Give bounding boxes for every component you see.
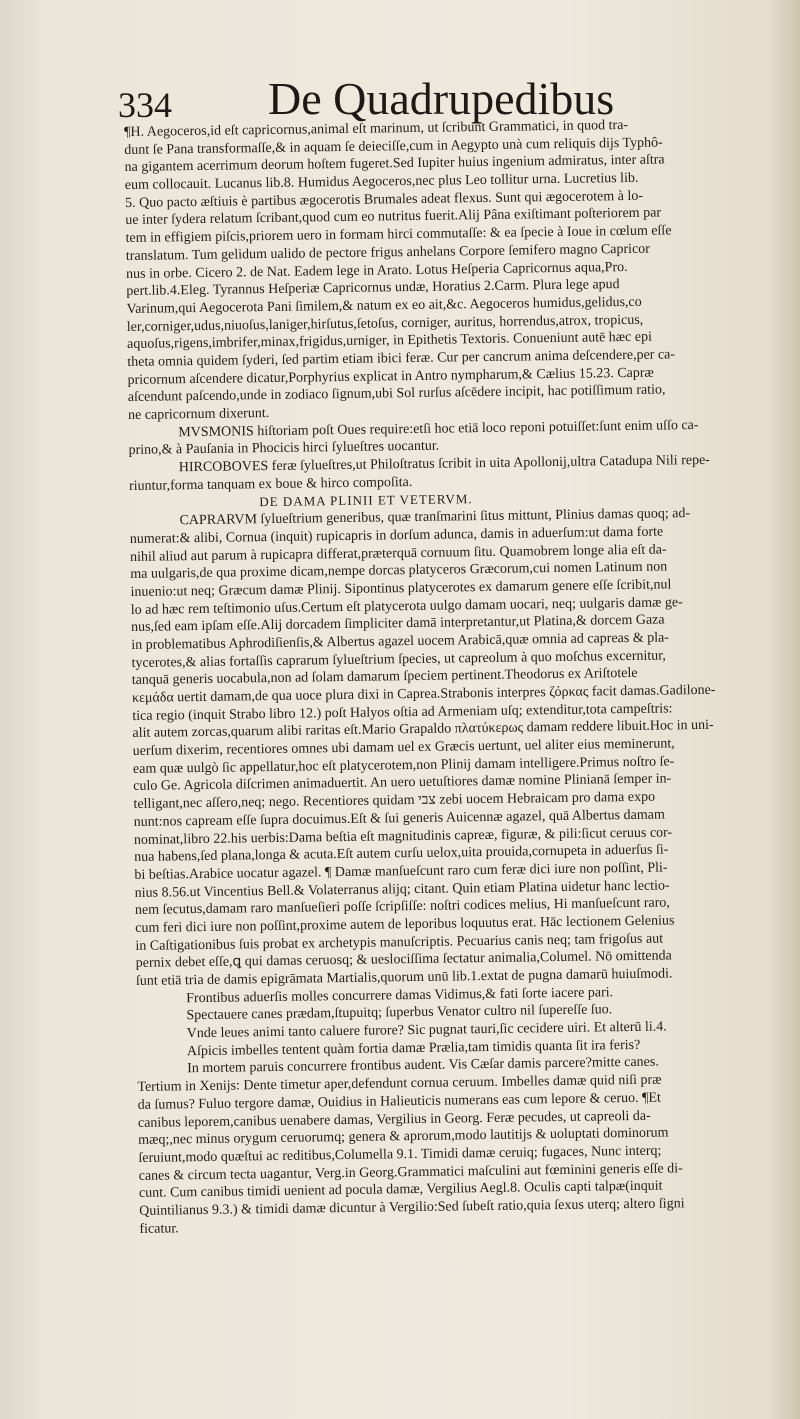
body-text [124, 115, 799, 1238]
text-line: numerat:& alibi, Cornua (inquit) rupicapris in dorſum adunca, damis in aduerſum:ut dama forte [129, 524, 664, 547]
text-line: HIRCOBOVES feræ ſylueſtres,ut Philoſtratus ſcribit in uita Apollonij,ultra Catadupa Nili repe- [178, 452, 711, 476]
text-line: ler,corniger,udus,niuoſus,laniger,hirſutus,ſetoſus, corniger, auritus, horrendus,atrox, tropicus, [126, 312, 644, 335]
text-line: cum feri dici iure non poſſint,proxime autem de leporibus loquutus erat. Hāc lectionem Gelenius [135, 913, 675, 936]
text-line: ficatur. [139, 1220, 179, 1237]
text-line: nua habens,ſed plana,longa & acuta.Eſt autem curſu uelox,uita prouida,cornupeta in aduerſus ſi- [134, 842, 669, 866]
text-line: in Caſtigationibus ſuis probat ex archetypis manuſcriptis. Pecuarius canis neq; tam frigoſus aut [135, 931, 664, 954]
text-line: nus,ſed eam ipſam eſſe.Alij dorcadem ſimpliciter damā interpretantur,ut Platina,& dorcem Gaza [130, 612, 665, 636]
text-line: CAPRARVM ſylueſtrium generibus, quæ tranſmarini ſitus mittunt, Plinius damas quoq; ad- [179, 506, 691, 529]
text-line: nem ſecutus,damam raro manſueſieri poſſe ſcripſiſſe: noſtri codices melius, Hi manſueſcunt raro, [134, 895, 670, 919]
text-line: uerſum dixerim, recentiores omnes ubi damam uel ex Græcis uertunt, uel aliter eius meminerunt, [132, 736, 675, 760]
text-line: pricornum aſcendere dicatur,Porphyrius explicat in Antro nympharum,& Cælius 15.23. Capræ [127, 365, 654, 388]
text-line: nius 8.56.ut Vincentius Bell.& Volaterranus alijq; citant. Quin etiam Platina uidetur hanc lectio- [134, 878, 670, 901]
text-line: nunt:nos capream eſſe ſupra docuimus.Eſt & ſui generis Auicennæ agazel, quā Albertus damam [133, 807, 665, 830]
text-line: riuntur,forma tanquam ex boue & hirco compoſita. [128, 474, 413, 494]
text-line: lo ad hæc rem teſtimonio uſus.Certum eſt platycerota uulgo damam uocari, neq; uulgaris damæ ge- [130, 594, 683, 618]
page-number: 334 [118, 85, 172, 125]
text-line: κεμάδα uertit damam,de qua uoce plura dixi in Caprea.Strabonis interpres ζόρκας facit damas.Gadilone- [131, 682, 716, 706]
text-line: nominat,libro 22.his uerbis:Dama beſtia eſt magnitudinis capreæ, figuræ, & pili:ſicut ceruus cor- [133, 824, 673, 848]
text-line: aquoſus,rigens,imbrifer,minax,frigidus,urniger, in Epithetis Textoris. Conueniunt autē hæc epi [126, 329, 653, 353]
text-line: cunt. Cum canibus timidi uenient ad pocula damæ, Vergilius Aegl.8. Oculis capti talpæ(inquit [138, 1178, 663, 1202]
text-line: da ſumus? Fuluo tergore damæ, Ouidius in Halieuticis numerans eas cum lepore & ceruo. ¶Et [137, 1090, 661, 1113]
text-line: pert.lib.4.Eleg. Tyrannus Heſperiæ Capricornus undæ, Horatius 2.Carm. Plura lege apud [126, 277, 620, 300]
text-line: inuenio:ut neq; Græcum damæ Plinij. Sipontinus platycerotes ex damarum genere eſſe ſcribit,nul [130, 577, 672, 600]
text-line: culo Ge. Agricola diſcrimen animaduertit. An uero uetuſtiores damæ nomine Plinianā ſemper in- [133, 771, 672, 795]
text-line: in problematibus Aphrodiſienſis,& Albertus agazel uocem Arabicā,quæ omnia ad capreas & pla- [131, 630, 670, 653]
text-line: Varinum,qui Aegocerota Pani ſimilem,& natum ex eo ait,&c. Aegoceros humidus,gelidus,co [126, 294, 642, 317]
text-line: tica regio (inquit Strabo libro 12.) poſt Halyos oſtia ad Armeniam uſq; extenditur,tota campeſtris: [132, 701, 673, 724]
text-line: ſeruiunt,modo quæſtui ac reditibus,Columella 9.1. Timidi damæ ceruiq; fugaces, Nunc interq; [138, 1143, 662, 1166]
text-line: ue inter ſydera relatum ſcribant,quod cum eo nutritus fuerit.Alij Pâna exiſtimant poſteriorem par [125, 205, 662, 229]
text-line: ma uulgaris,de qua proxime dicam,nempe dorcas platyceros Græcorum,cui nomen Latinum non [130, 559, 668, 583]
text-line: tem in effigiem piſcis,priorem uero in formam hirci commutaſſe: & ea ſpecie à Ioue in cœlum eſſe [125, 223, 672, 247]
text-line: mæq;,nec minus orygum ceruorumq; genera & aprorum,modo lautitijs & uoluptati dominorum [138, 1125, 669, 1149]
text-line: eum collocauit. Lucanus lib.8. Humidus Aegoceros,nec plus Leo tollitur urna. Lucretius lib. [124, 170, 639, 194]
text-line: translatum. Tum gelidum ualido de pectore frigus anhelans Corpore ſemifero magno Capricor [125, 241, 651, 264]
text-line: aſcendunt paſcendo,unde in zodiaco ſignum,ubi Sol rurſus aſcēdere incipit, hac potiſſimum ratio, [127, 382, 666, 406]
text-line: prino,& à Pauſania in Phocicis hirci ſylueſtres uocantur. [128, 439, 440, 459]
text-line: Aſpicis imbelles tentent quàm fortia damæ Prælia,tam timidis quanta ſit ira feris? [186, 1037, 641, 1059]
text-line: ¶H. Aegoceros,id eſt capricornus,animal eſt marinum, ut ſcribunt Grammatici, in quod tra- [124, 117, 629, 140]
text-line: Tertium in Xenijs: Dente timetur aper,defendunt cornua ceruum. Imbelles damæ quid niſi præ [137, 1072, 662, 1096]
text-line: tanquā generis uocabula,non ad ſolam damarum ſpeciem pertinent.Theodorus ex Ariſtotele [131, 666, 638, 689]
text-line: na gigantem acerrimum deorum hoſtem fugeret.Sed Iupiter huius ingenium admiratus, inter aſtra [124, 152, 665, 176]
text-line: Vnde leues animi tanto caluere furore? Sic pugnat tauri,ſic cecidere uiri. Et alterū li.4. [186, 1019, 667, 1042]
text-line: In mortem paruis concurrere frontibus audent. Vis Cæſar damis parcere?mitte canes. [187, 1055, 659, 1077]
text-line: ne capricornum dixerunt. [127, 406, 270, 423]
text-line: bi beſtias.Arabice uocatur agazel. ¶ Damæ manſueſcunt raro cum feræ dici iure non poſſint, Pli- [134, 860, 668, 883]
text-line: pernix debet eſſe,ꝗ qui damas ceruosq; & ueslociſſima ſectatur animalia,Columel. Nō omittenda [135, 948, 672, 972]
text-line: 5. Quo pacto æſtiuis è partibus ægocerotis Brumales adeat flexus. Sunt qui ægocerotem à lo- [125, 188, 644, 211]
text-line: canibus leporem,canibus uenabere damas, Vergilius in Georg. Feræ pecudes, ut capreoli da- [137, 1108, 651, 1131]
text-line: Quintilianus 9.3.) & timidi damæ dicuntur à Vergilio:Sed ſubeſt ratio,quia ſexus uterq; altero ſigni [139, 1196, 685, 1219]
text-line: Spectauere canes prædam,ſtupuitq; ſuperbus Venator cultro nil ſupereſſe ſuo. [186, 1002, 613, 1024]
text-line: nihil aliud aut parum à rupicapra differat,præterquā cornuum ſitu. Quamobrem longe alia eſt da- [129, 541, 667, 565]
text-line: nus in orbe. Cicero 2. de Nat. Eadem lege in Arato. Lotus Heſperia Capricornus aqua,Pro. [125, 259, 628, 282]
section-heading: DE DAMA PLINII ET VETERVM. [259, 491, 473, 510]
text-line: ſunt etiā tria de damis epigrāmata Martialis,quorum unū lib.1.extat de pugna damarū huiuſmodi. [135, 966, 673, 989]
text-line: Frontibus aduerſis molles concurrere damas Vidimus,& fati ſorte iacere pari. [186, 984, 614, 1006]
text-line: tycerotes,& alias fortaſſis caprarum ſylueſtrium ſpecies, ut capreolum à quo moſchus excernitur, [131, 648, 666, 671]
running-title: De Quadrupedibus [268, 73, 615, 124]
text-line: dunt ſe Pana transformaſſe,& in aquam ſe deieciſſe,cum in Aegypto unà cum reliquis dijs Typhô- [124, 135, 663, 158]
text-line: eam quæ uulgò ſic appellatur,hoc eſt platycerotem,non Plinij damam intelligere.Primus noſtro ſe- [132, 754, 675, 777]
text-line: telligant,nec aſſero,neq; nego. Recentiores quidam צבי zebi uocem Hebraicam pro dama expo [133, 789, 656, 813]
text-line: canes & circum tecta uagantur, Verg.in Georg.Grammatici maſculini aut fœminini generis eſſe di- [138, 1160, 683, 1184]
text-line: theta omnia quidem ſyderi, ſed partim etiam ibici feræ. Cur per cancrum anima deſcendere,per ca- [127, 347, 676, 370]
text-line: alit autem zorcas,quarum alibi raritas eſt.Mario Grapaldo πλατύκερως damam reddere libuit.Hoc in uni- [132, 718, 714, 742]
text-line: MVSMONIS hiſtoriam poſt Oues require:etſi hoc etiā loco reponi potuiſſet:ſunt enim uſſo ca- [178, 417, 699, 440]
